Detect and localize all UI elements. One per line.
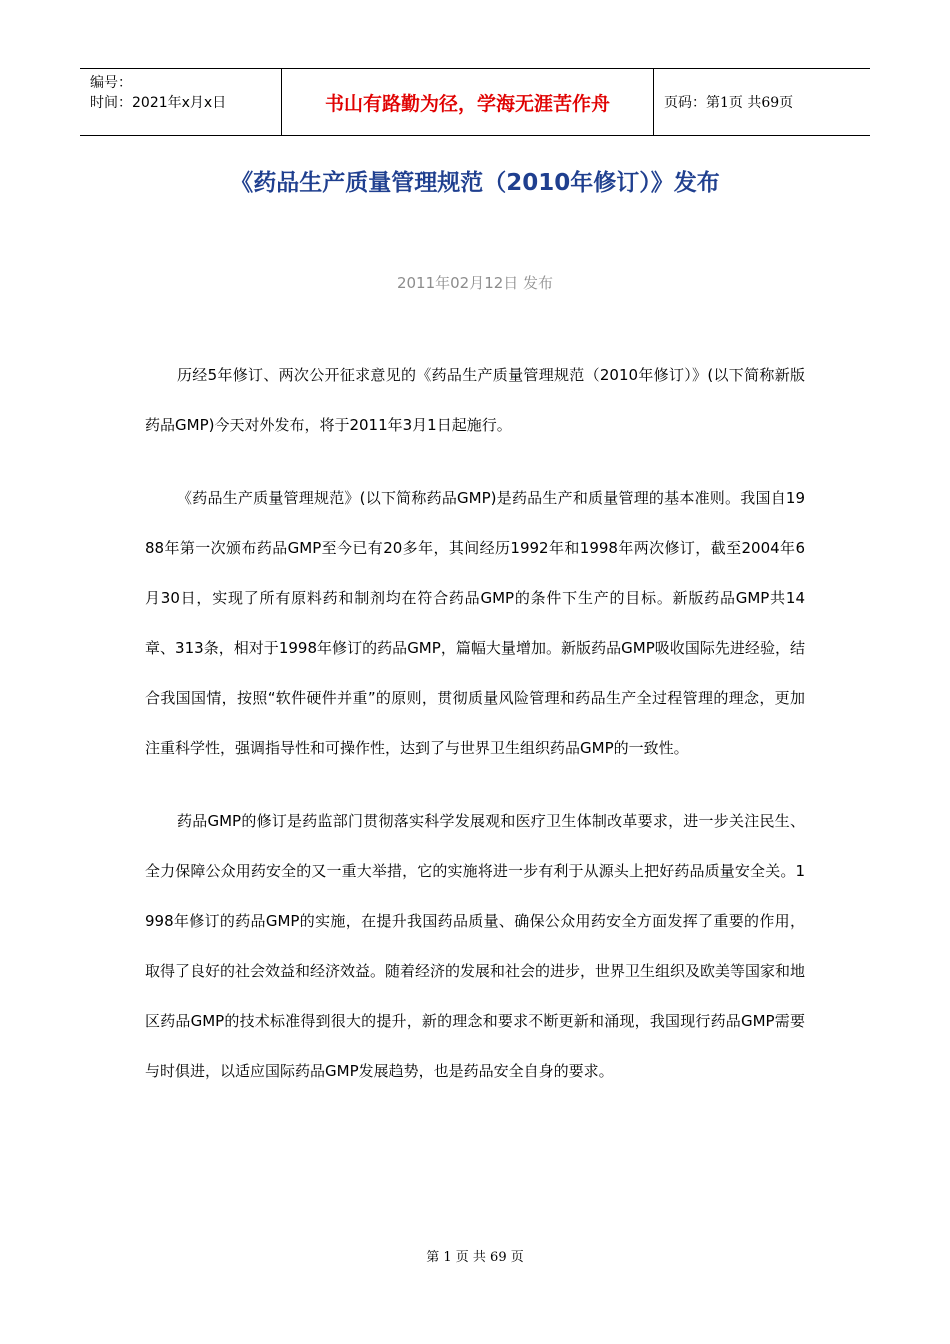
paragraph-1: 历经5年修订、两次公开征求意见的《药品生产质量管理规范（2010年修订）》(以下简称新版药品GMP)今天对外发布，将于2011年3月1日起施行。 xyxy=(145,366,805,434)
header-meta xyxy=(80,69,281,135)
document-time-label: 时间：2021年x月x日 xyxy=(90,95,227,111)
page-footer: 第 1 页 共 69 页 xyxy=(426,1250,524,1265)
header-motto: 书山有路勤为径，学海无涯苦作舟 xyxy=(281,69,654,135)
document-header xyxy=(80,68,870,136)
document-title: 《药品生产质量管理规范（2010年修订）》发布 xyxy=(230,170,720,196)
document-number-label: 编号： xyxy=(90,75,132,91)
header-page-info: 页码：第1页 共69页 xyxy=(664,95,794,111)
paragraph-3: 药品GMP的修订是药监部门贯彻落实科学发展观和医疗卫生体制改革要求，进一步关注民生、全力保障公众用药安全的又一重大举措，它的实施将进一步有利于从源头上把好药品质量安全关。1998年修订的药品GMP的实施，在提升我国药品质量、确保公众用药安全方面发挥了重要的作用，取得了良好的社会效益和经济效益。随着经济的发展和社会的进步，世界卫生组织及欧美等国家和地区药品GMP的技术标准得到很大的提升，新的理念和要求不断更新和涌现，我国现行药品GMP需要与时俱进，以适应国际药品GMP发展趋势，也是药品安全自身的要求。 xyxy=(145,812,806,1080)
article-body xyxy=(145,350,805,1119)
paragraph-2: 《药品生产质量管理规范》(以下简称药品GMP)是药品生产和质量管理的基本准则。我国自1988年第一次颁布药品GMP至今已有20多年，其间经历1992年和1998年两次修订，截至2004年6月30日，实现了所有原料药和制剂均在符合药品GMP的条件下生产的目标。新版药品GMP共14章、313条，相对于1998年修订的药品GMP，篇幅大量增加。新版药品GMP吸收国际先进经验，结合我国国情，按照“软件硬件并重”的原则，贯彻质量风险管理和药品生产全过程管理的理念，更加注重科学性，强调指导性和可操作性，达到了与世界卫生组织药品GMP的一致性。 xyxy=(145,489,805,757)
publish-date: 2011年02月12日 发布 xyxy=(396,274,554,292)
